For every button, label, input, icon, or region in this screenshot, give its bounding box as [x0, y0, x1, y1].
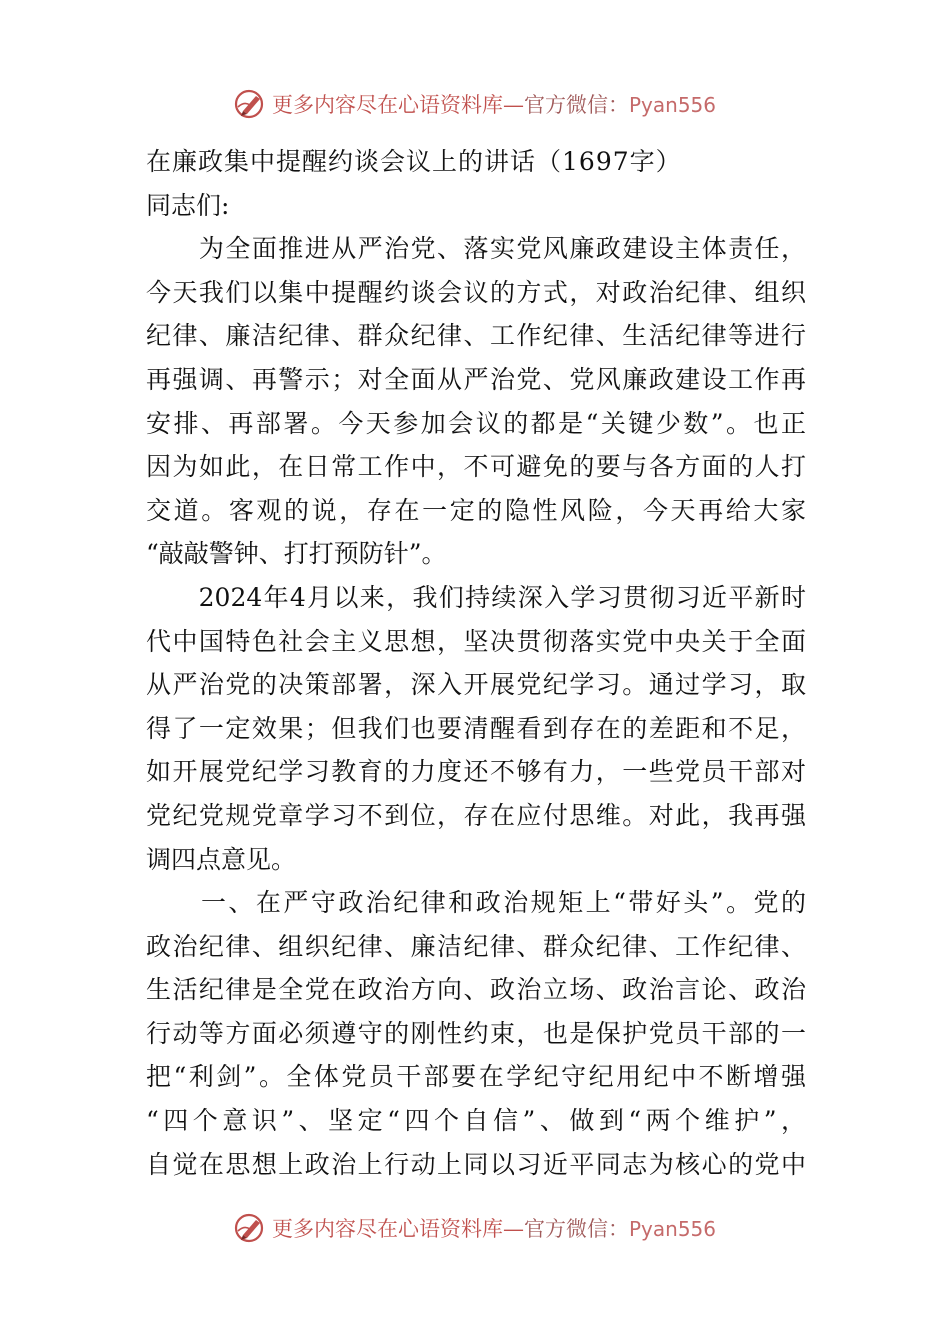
text-line: “四个意识”、坚定“四个自信”、做到“两个维护”，	[146, 1106, 806, 1136]
text-line: 再强调、再警示；对全面从严治党、党风廉政建设工作再	[146, 364, 806, 394]
text-line: “敲敲警钟、打打预防针”。	[146, 539, 447, 569]
text-line: 为全面推进从严治党、落实党风廉政建设主体责任，	[146, 234, 806, 264]
watermark-wechat-id: Pyan556	[628, 93, 716, 117]
text-line: 代中国特色社会主义思想，坚决贯彻落实党中央关于全面	[146, 626, 806, 656]
watermark-label: 官方微信：	[523, 93, 629, 117]
text-line: 得了一定效果；但我们也要清醒看到存在的差距和不足，	[146, 713, 806, 743]
watermark-label: 官方微信：	[523, 1217, 629, 1241]
text-line: 安排、再部署。今天参加会议的都是“关键少数”。也正	[146, 408, 806, 438]
watermark-separator: —	[502, 1217, 524, 1241]
text-line: 行动等方面必须遵守的刚性约束，也是保护党员干部的一	[146, 1018, 806, 1048]
text-line: 纪律、廉洁纪律、群众纪律、工作纪律、生活纪律等进行	[146, 321, 806, 351]
watermark-text	[272, 89, 716, 119]
document-title: 在廉政集中提醒约谈会议上的讲话（1697字）	[146, 147, 682, 176]
text-line: 党纪党规党章学习不到位，存在应付思维。对此，我再强	[146, 800, 806, 830]
text-line: 交道。客观的说，存在一定的隐性风险，今天再给大家	[146, 495, 806, 525]
watermark-text	[272, 1213, 716, 1243]
text-line: 把“利剑”。全体党员干部要在学纪守纪用纪中不断增强	[146, 1062, 806, 1092]
pen-logo-icon	[234, 1211, 268, 1245]
watermark-separator: —	[502, 93, 524, 117]
text-line: 政治纪律、组织纪律、廉洁纪律、群众纪律、工作纪律、	[146, 931, 806, 961]
text-line: 从严治党的决策部署，深入开展党纪学习。通过学习，取	[146, 670, 806, 700]
text-line: 自觉在思想上政治上行动上同以习近平同志为核心的党中	[146, 1149, 806, 1179]
text-line: 2024年4月以来，我们持续深入学习贯彻习近平新时	[146, 582, 806, 612]
watermark-wechat-id: Pyan556	[628, 1217, 716, 1241]
watermark-header	[0, 84, 950, 124]
text-line: 如开展党纪学习教育的力度还不够有力，一些党员干部对	[146, 757, 806, 787]
text-line: 一、在严守政治纪律和政治规矩上“带好头”。党的	[146, 888, 806, 918]
pen-logo-icon	[234, 87, 268, 121]
text-line: 因为如此，在日常工作中，不可避免的要与各方面的人打	[146, 452, 806, 482]
text-line: 生活纪律是全党在政治方向、政治立场、政治言论、政治	[146, 975, 806, 1005]
text-line: 调四点意见。	[146, 844, 297, 874]
watermark-slogan: 更多内容尽在心语资料库	[271, 1217, 503, 1241]
salutation: 同志们:	[146, 190, 230, 220]
document-body	[146, 140, 806, 1186]
text-line: 今天我们以集中提醒约谈会议的方式，对政治纪律、组织	[146, 277, 806, 307]
watermark-footer	[0, 1208, 950, 1248]
watermark-slogan: 更多内容尽在心语资料库	[271, 93, 503, 117]
